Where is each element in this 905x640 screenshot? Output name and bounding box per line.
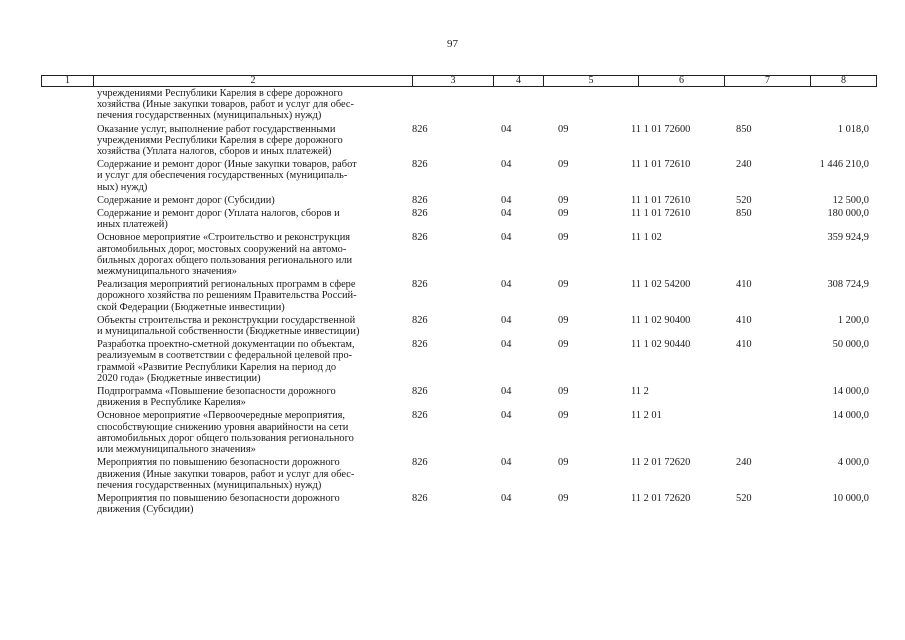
section-code: 04 (501, 123, 512, 135)
amount: 14 000,0 (832, 386, 869, 398)
table-body (0, 88, 905, 515)
section-code: 04 (501, 492, 512, 504)
row-name-line: и услуг для обеспечения государственных (муниципаль- (97, 170, 348, 182)
ministry-code: 826 (412, 386, 428, 398)
row-name-line: способствующие снижению уровня аварийности на сети (97, 421, 349, 433)
ministry-code: 826 (412, 194, 428, 206)
row-name-line: автомобильных дорог общего пользования регионального (97, 432, 354, 444)
expense-type-code: 520 (736, 194, 752, 206)
table-row (0, 208, 905, 230)
row-name (97, 457, 393, 491)
subsection-code: 09 (558, 314, 569, 326)
row-name (97, 386, 393, 408)
row-name-line: печения государственных (муниципальных) нужд) (97, 110, 322, 122)
row-name-line: Объекты строительства и реконструкции государственной (97, 314, 356, 326)
section-code: 04 (501, 410, 512, 422)
section-code: 04 (501, 208, 512, 220)
row-name-line: Основное мероприятие «Первоочередные мероприятия, (97, 410, 346, 422)
amount: 180 000,0 (827, 208, 869, 220)
target-article-code: 11 1 02 90400 (631, 314, 691, 326)
ministry-code: 826 (412, 123, 428, 135)
amount: 4 000,0 (837, 457, 869, 469)
target-article-code: 11 2 01 (631, 410, 662, 422)
target-article-code: 11 2 01 72620 (631, 492, 691, 504)
row-name-line: межмуниципального значения» (97, 266, 237, 278)
row-name-line: движения (Субсидии) (97, 504, 194, 516)
section-code: 04 (501, 232, 512, 244)
section-code: 04 (501, 339, 512, 351)
ministry-code: 826 (412, 159, 428, 171)
row-name-line: Содержание и ремонт дорог (Субсидии) (97, 194, 275, 206)
amount: 359 924,9 (827, 232, 869, 244)
ministry-code: 826 (412, 492, 428, 504)
header-col-1: 1 (65, 75, 70, 86)
table-row (0, 279, 905, 313)
table-row (0, 386, 905, 408)
section-code: 04 (501, 457, 512, 469)
amount: 10 000,0 (832, 492, 869, 504)
row-name-line: ской Федерации (Бюджетные инвестиции) (97, 301, 285, 313)
row-name (97, 195, 393, 206)
subsection-code: 09 (558, 232, 569, 244)
subsection-code: 09 (558, 208, 569, 220)
amount: 1 200,0 (837, 314, 869, 326)
subsection-code: 09 (558, 279, 569, 291)
row-name-line: учреждениями Республики Карелия в сфере дорожного (97, 88, 343, 99)
section-code: 04 (501, 386, 512, 398)
amount: 1 446 210,0 (819, 159, 869, 171)
row-name-line: 2020 года» (Бюджетные инвестиции) (97, 372, 261, 384)
row-name (97, 159, 393, 193)
row-name-line: Разработка проектно-сметной документации по объектам, (97, 339, 355, 351)
target-article-code: 11 1 01 72610 (631, 159, 691, 171)
row-name-line: Подпрограмма «Повышение безопасности дорожного (97, 386, 336, 398)
header-col-5: 5 (543, 76, 638, 86)
ministry-code: 826 (412, 208, 428, 220)
table-row (0, 410, 905, 455)
row-name-line: Содержание и ремонт дорог (Иные закупки товаров, работ (97, 159, 357, 171)
row-name-line: бильных дорогах общего пользования регионального или (97, 254, 353, 266)
expense-type-code: 240 (736, 457, 752, 469)
header-col-3: 3 (412, 76, 493, 86)
row-name-line: Мероприятия по повышению безопасности дорожного (97, 457, 340, 469)
target-article-code: 11 1 01 72610 (631, 208, 691, 220)
row-name-line: Реализация мероприятий региональных программ в сфере (97, 279, 356, 291)
row-name (97, 410, 393, 455)
target-article-code: 11 2 01 72620 (631, 457, 691, 469)
section-code: 04 (501, 279, 512, 291)
ministry-code: 826 (412, 410, 428, 422)
section-code: 04 (501, 194, 512, 206)
row-name (97, 339, 393, 384)
table-row (0, 232, 905, 277)
amount: 50 000,0 (832, 339, 869, 351)
section-code: 04 (501, 314, 512, 326)
table-row (0, 493, 905, 515)
table-header (41, 75, 877, 87)
row-name-line: автомобильных дорог, мостовых сооружений на автомо- (97, 243, 347, 255)
row-name (97, 232, 393, 277)
amount: 308 724,9 (827, 279, 869, 291)
ministry-code: 826 (412, 232, 428, 244)
table-row (0, 195, 905, 206)
subsection-code: 09 (558, 457, 569, 469)
target-article-code: 11 2 (631, 386, 649, 398)
expense-type-code: 850 (736, 123, 752, 135)
expense-type-code: 410 (736, 339, 752, 351)
expense-type-code: 240 (736, 159, 752, 171)
amount: 1 018,0 (837, 123, 869, 135)
row-name (97, 493, 393, 515)
row-name-line: Мероприятия по повышению безопасности дорожного (97, 492, 340, 504)
row-name-line: движения (Иные закупки товаров, работ и услуг для обес- (97, 468, 355, 480)
table-row (0, 88, 905, 122)
expense-type-code: 410 (736, 279, 752, 291)
subsection-code: 09 (558, 339, 569, 351)
row-name-line: Оказание услуг, выполнение работ государственными (97, 123, 336, 135)
expense-type-code: 410 (736, 314, 752, 326)
row-name-line: движения в Республике Карелия» (97, 397, 246, 409)
subsection-code: 09 (558, 159, 569, 171)
table-row (0, 339, 905, 384)
header-col-6: 6 (638, 76, 724, 86)
subsection-code: 09 (558, 410, 569, 422)
row-name-line: реализуемым в соответствии с федеральной целевой про- (97, 350, 353, 362)
expense-type-code: 850 (736, 208, 752, 220)
expense-type-code: 520 (736, 492, 752, 504)
table-row (0, 159, 905, 193)
row-name-line: дорожного хозяйства по решениям Правительства Россий- (97, 290, 357, 302)
ministry-code: 826 (412, 339, 428, 351)
row-name-line: иных платежей) (97, 219, 168, 231)
row-name-line: учреждениями Республики Карелия в сфере дорожного (97, 134, 343, 146)
table-row (0, 457, 905, 491)
page-number: 97 (447, 38, 458, 50)
target-article-code: 11 1 02 (631, 232, 662, 244)
row-name-line: и муниципальной собственности (Бюджетные инвестиции) (97, 326, 360, 338)
subsection-code: 09 (558, 123, 569, 135)
header-col-2: 2 (93, 76, 412, 86)
row-name (97, 315, 393, 337)
target-article-code: 11 1 01 72610 (631, 194, 691, 206)
row-name (97, 124, 393, 158)
amount: 14 000,0 (832, 410, 869, 422)
target-article-code: 11 1 01 72600 (631, 123, 691, 135)
subsection-code: 09 (558, 194, 569, 206)
header-col-8: 8 (810, 76, 876, 86)
section-code: 04 (501, 159, 512, 171)
subsection-code: 09 (558, 492, 569, 504)
ministry-code: 826 (412, 279, 428, 291)
amount: 12 500,0 (832, 194, 869, 206)
table-row (0, 124, 905, 158)
row-name-line: хозяйства (Иные закупки товаров, работ и услуг для обес- (97, 99, 354, 111)
subsection-code: 09 (558, 386, 569, 398)
row-name-line: печения государственных (муниципальных) нужд) (97, 479, 322, 491)
row-name-line: граммой «Развитие Республики Карелия на период до (97, 361, 337, 373)
target-article-code: 11 1 02 90440 (631, 339, 691, 351)
header-col-4: 4 (493, 76, 543, 86)
row-name-line: или межмуниципального значения» (97, 444, 256, 456)
header-col-7: 7 (724, 76, 810, 86)
row-name (97, 88, 393, 122)
row-name-line: ных) нужд) (97, 181, 148, 193)
row-name (97, 279, 393, 313)
table-row (0, 315, 905, 337)
target-article-code: 11 1 02 54200 (631, 279, 691, 291)
row-name-line: Основное мероприятие «Строительство и реконструкция (97, 232, 351, 244)
ministry-code: 826 (412, 457, 428, 469)
ministry-code: 826 (412, 314, 428, 326)
row-name-line: Содержание и ремонт дорог (Уплата налогов, сборов и (97, 208, 340, 220)
row-name-line: хозяйства (Уплата налогов, сборов и иных платежей) (97, 146, 332, 158)
row-name (97, 208, 393, 230)
